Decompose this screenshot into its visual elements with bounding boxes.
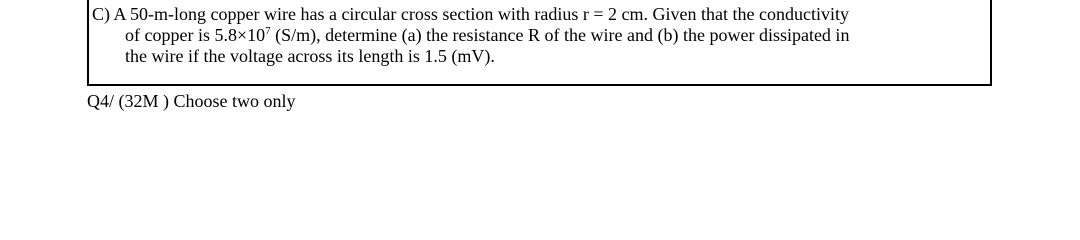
exponent: 7 xyxy=(265,25,271,37)
question-line-2 xyxy=(92,25,992,46)
conductivity-text: of copper is 5.8×10 xyxy=(125,25,266,45)
question-line-1: C) A 50-m-long copper wire has a circular cross section with radius r = 2 cm. Given that the conductivity xyxy=(92,4,849,24)
question-line-2-rest: (S/m), determine (a) the resistance R of the wire and (b) the power dissipated in xyxy=(270,25,850,45)
question-c-text xyxy=(92,4,992,67)
question-line-3: the wire if the voltage across its length is 1.5 (mV). xyxy=(125,46,495,66)
section-heading-q4: Q4/ (32M ) Choose two only xyxy=(87,91,296,111)
